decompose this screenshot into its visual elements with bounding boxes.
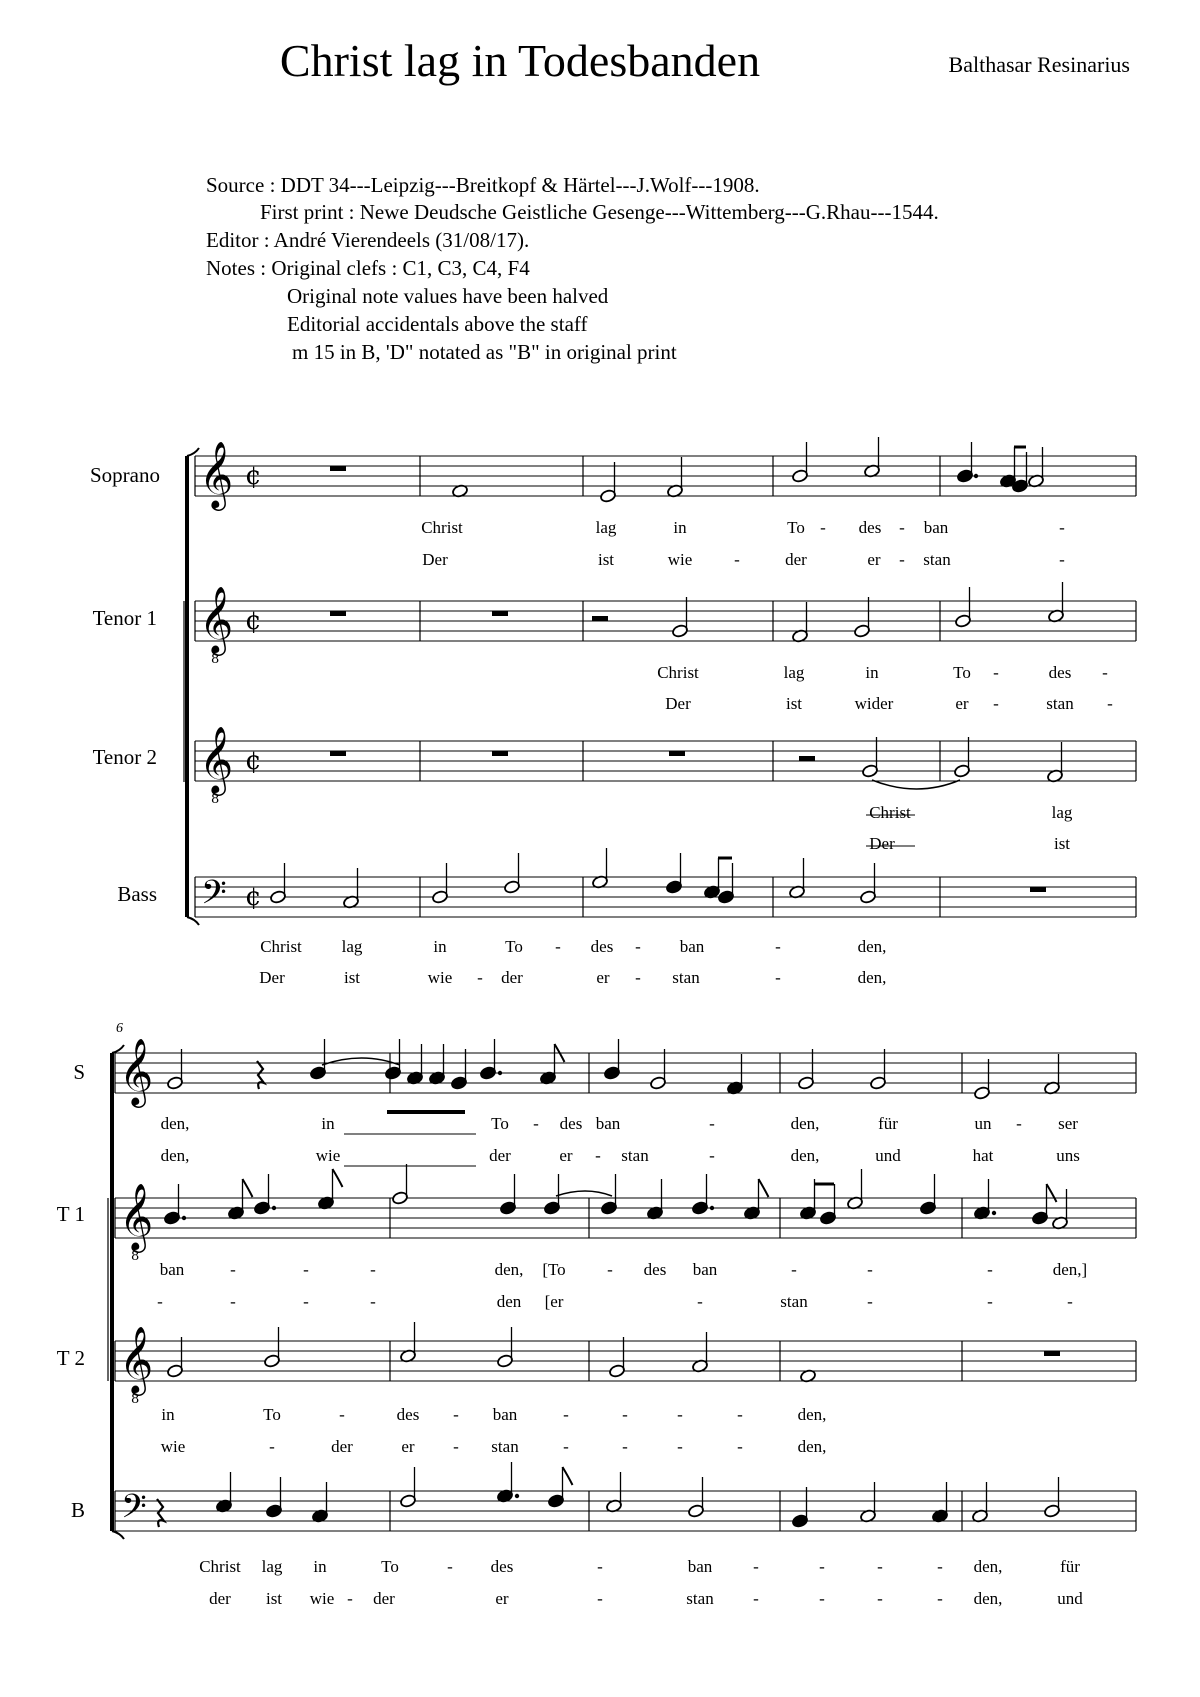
tenor2-lyric-v1: -	[339, 1405, 345, 1424]
bracket-bottom	[187, 917, 199, 925]
soprano-lyric-v1: ban	[595, 1114, 621, 1133]
tenor2-lyric-v2: den,	[797, 1437, 827, 1456]
tenor1-lyric-v1: -	[370, 1260, 376, 1279]
soprano-lyric-v1: in	[321, 1114, 335, 1133]
bass-lyric-v1: Christ	[260, 937, 302, 956]
tenor2-lyric-v1: in	[161, 1405, 175, 1424]
tenor2-lyric-v1: des	[396, 1405, 420, 1424]
whole-rest	[330, 751, 346, 756]
first-print-line: First print : Newe Deudsche Geistliche Gesenge---Wittemberg---G.Rhau---1544.	[260, 200, 939, 224]
tenor1-lyric-v1: -	[987, 1260, 993, 1279]
tenor1-lyric-v2: [er	[544, 1292, 564, 1311]
part-name-s: S	[73, 1060, 85, 1084]
composer-name: Balthasar Resinarius	[948, 52, 1130, 77]
part-name-tenor2: Tenor 2	[92, 745, 157, 769]
octave-marker: 8	[131, 1249, 140, 1264]
cut-time-icon: ¢	[245, 746, 262, 776]
tenor1-lyric-v1: -	[791, 1260, 797, 1279]
flag	[563, 1467, 573, 1485]
soprano-lyric-v2: der	[489, 1146, 511, 1165]
tenor1-lyric-v1: des	[1048, 663, 1072, 682]
bass-lyric-v2: ist	[265, 1589, 283, 1608]
bass-lyric-v1: -	[775, 937, 781, 956]
soprano-lyric-v1: des	[858, 518, 882, 537]
m15-note-line: m 15 in B, 'D" notated as "B" in original print	[292, 340, 677, 364]
tenor1-lyric-v1: in	[865, 663, 879, 682]
bass-lyric-v1: -	[753, 1557, 759, 1576]
soprano-lyric-v1: -	[709, 1114, 715, 1133]
flag	[243, 1179, 253, 1197]
dot	[498, 1071, 502, 1075]
source-line: Source : DDT 34---Leipzig---Breitkopf & Härtel---J.Wolf---1908.	[206, 173, 760, 197]
tenor1-lyric-v2: -	[867, 1292, 873, 1311]
soprano-lyric-v1: den,	[790, 1114, 820, 1133]
bass-clef-icon: 𝄢	[201, 874, 227, 920]
tenor1-lyric-v1: den,]	[1052, 1260, 1088, 1279]
soprano-lyric-v1: ban	[923, 518, 949, 537]
tenor2-lyric-v1: -	[622, 1405, 628, 1424]
tenor1-lyric-v2: -	[993, 694, 999, 713]
tenor1-lyric-v1: -	[303, 1260, 309, 1279]
accidentals-line: Editorial accidentals above the staff	[287, 312, 588, 336]
bass-lyric-v2: er	[596, 968, 610, 987]
part-name-t2: T 2	[56, 1346, 85, 1370]
tenor1-lyric-v2: ist	[785, 694, 803, 713]
tenor2-lyric-v1: -	[563, 1405, 569, 1424]
part-name-tenor1: Tenor 1	[92, 606, 157, 630]
whole-rest	[330, 611, 346, 616]
bass-lyric-v1: -	[555, 937, 561, 956]
tenor2-lyric-v2: stan	[491, 1437, 519, 1456]
soprano-lyric-v1: -	[1016, 1114, 1022, 1133]
note-values-line: Original note values have been halved	[287, 284, 609, 308]
dot	[992, 1211, 996, 1215]
whole-rest	[1030, 887, 1046, 892]
bass-lyric-v2: -	[635, 968, 641, 987]
tenor1-lyric-v2: Der	[665, 694, 691, 713]
soprano-lyric-v2: den,	[790, 1146, 820, 1165]
quarter-rest	[157, 1499, 164, 1527]
tenor1-lyric-v1: ban	[159, 1260, 185, 1279]
soprano-lyric-v2: -	[1059, 550, 1065, 569]
bass-lyric-v2: -	[753, 1589, 759, 1608]
bass-lyric-v1: Christ	[199, 1557, 241, 1576]
tenor1-lyric-v1: -	[1102, 663, 1108, 682]
soprano-lyric-v2: uns	[1056, 1146, 1080, 1165]
dot	[272, 1206, 276, 1210]
bass-lyric-v1: ban	[679, 937, 705, 956]
soprano-lyric-v2: Der	[422, 550, 448, 569]
whole-rest	[492, 611, 508, 616]
tenor1-lyric-v2: -	[303, 1292, 309, 1311]
cut-time-icon: ¢	[245, 606, 262, 636]
soprano-lyric-v1: des	[559, 1114, 583, 1133]
bass-lyric-v2: er	[495, 1589, 509, 1608]
bass-lyric-v1: -	[597, 1557, 603, 1576]
page-title: Christ lag in Todesbanden	[279, 35, 761, 86]
tenor1-lyric-v1: [To	[542, 1260, 566, 1279]
bass-lyric-v2: -	[775, 968, 781, 987]
half-rest	[592, 616, 608, 621]
tenor1-lyric-v1: To	[953, 663, 971, 682]
soprano-lyric-v2: -	[595, 1146, 601, 1165]
bass-lyric-v2: den,	[857, 968, 887, 987]
soprano-lyric-v1: Christ	[421, 518, 463, 537]
tenor1-lyric-v2: -	[1067, 1292, 1073, 1311]
tenor2-lyric-v2: -	[677, 1437, 683, 1456]
treble-clef-icon: 𝄞	[199, 585, 234, 653]
tenor2-lyric-v2: er	[401, 1437, 415, 1456]
whole-rest	[330, 466, 346, 471]
bass-lyric-v2: der	[501, 968, 523, 987]
bass-lyric-v2: -	[937, 1589, 943, 1608]
tenor2-lyric-v1: den,	[797, 1405, 827, 1424]
quarter-rest	[257, 1061, 264, 1089]
bass-lyric-v1: lag	[341, 937, 363, 956]
tenor2-lyric-v2: ist	[1053, 834, 1071, 853]
clefs-note-line: Notes : Original clefs : C1, C3, C4, F4	[206, 256, 530, 280]
tie	[556, 1191, 612, 1196]
tenor2-lyric-v2: -	[737, 1437, 743, 1456]
tenor1-lyric-v2: -	[157, 1292, 163, 1311]
bass-lyric-v1: -	[937, 1557, 943, 1576]
tenor1-lyric-v2: stan	[1046, 694, 1074, 713]
tenor2-lyric-v1: To	[263, 1405, 281, 1424]
bass-lyric-v1: in	[313, 1557, 327, 1576]
tenor2-lyric-v2: -	[269, 1437, 275, 1456]
flag	[333, 1169, 343, 1187]
bass-lyric-v2: stan	[686, 1589, 714, 1608]
bass-lyric-v1: To	[505, 937, 523, 956]
bass-lyric-v2: der	[373, 1589, 395, 1608]
dot	[515, 1494, 519, 1498]
tenor1-lyric-v2: er	[955, 694, 969, 713]
bass-lyric-v1: in	[433, 937, 447, 956]
measure-number: 6	[116, 1021, 123, 1036]
soprano-lyric-v2: -	[899, 550, 905, 569]
tenor1-lyric-v1: -	[993, 663, 999, 682]
treble-clef-icon: 𝄞	[119, 1325, 154, 1393]
bass-lyric-v2: den,	[973, 1589, 1003, 1608]
flag	[759, 1179, 769, 1197]
soprano-lyric-v2: wie	[667, 550, 693, 569]
bass-lyric-v2: der	[209, 1589, 231, 1608]
bass-lyric-v1: für	[1060, 1557, 1080, 1576]
bass-lyric-v1: den,	[973, 1557, 1003, 1576]
bass-lyric-v1: des	[490, 1557, 514, 1576]
tenor1-lyric-v1: lag	[783, 663, 805, 682]
tenor1-lyric-v2: stan	[780, 1292, 808, 1311]
soprano-lyric-v1: To	[787, 518, 805, 537]
bass-lyric-v2: ist	[343, 968, 361, 987]
flag	[1047, 1184, 1057, 1202]
treble-clef-icon: 𝄞	[119, 1037, 154, 1105]
tenor1-lyric-v1: Christ	[657, 663, 699, 682]
treble-clef-icon: 𝄞	[119, 1182, 154, 1250]
tenor1-lyric-v2: -	[230, 1292, 236, 1311]
soprano-lyric-v1: -	[899, 518, 905, 537]
bass-lyric-v1: lag	[261, 1557, 283, 1576]
soprano-lyric-v1: -	[1059, 518, 1065, 537]
editor-line: Editor : André Vierendeels (31/08/17).	[206, 228, 530, 252]
tenor1-lyric-v1: -	[867, 1260, 873, 1279]
bass-lyric-v1: -	[635, 937, 641, 956]
part-name-bass: Bass	[117, 882, 157, 906]
treble-clef-icon: 𝄞	[199, 440, 234, 508]
soprano-lyric-v2: hat	[972, 1146, 994, 1165]
bass-lyric-v2: wie	[427, 968, 453, 987]
bass-lyric-v2: -	[819, 1589, 825, 1608]
tenor1-lyric-v1: den,	[494, 1260, 524, 1279]
octave-marker: 8	[211, 792, 220, 807]
bass-lyric-v2: stan	[672, 968, 700, 987]
part-name-soprano: Soprano	[90, 463, 160, 487]
soprano-lyric-v2: wie	[315, 1146, 341, 1165]
soprano-lyric-v2: -	[709, 1146, 715, 1165]
tenor1-lyric-v2: -	[1107, 694, 1113, 713]
bass-lyric-v1: To	[381, 1557, 399, 1576]
tenor1-lyric-v1: -	[607, 1260, 613, 1279]
bass-lyric-v2: -	[477, 968, 483, 987]
soprano-lyric-v2: ist	[597, 550, 615, 569]
bass-lyric-v2: und	[1057, 1589, 1083, 1608]
whole-rest	[1044, 1351, 1060, 1356]
tenor1-lyric-v1: des	[643, 1260, 667, 1279]
bass-lyric-v1: des	[590, 937, 614, 956]
tenor1-lyric-v2: -	[987, 1292, 993, 1311]
bass-lyric-v1: den,	[857, 937, 887, 956]
whole-rest	[669, 751, 685, 756]
soprano-lyric-v2: er	[559, 1146, 573, 1165]
soprano-lyric-v1: in	[673, 518, 687, 537]
soprano-lyric-v2: den,	[160, 1146, 190, 1165]
tenor1-lyric-v2: wider	[854, 694, 894, 713]
soprano-lyric-v1: un	[974, 1114, 992, 1133]
bass-lyric-v2: Der	[259, 968, 285, 987]
bass-clef-icon: 𝄢	[121, 1488, 147, 1534]
bass-lyric-v1: -	[447, 1557, 453, 1576]
soprano-lyric-v2: stan	[923, 550, 951, 569]
tenor2-lyric-v2: -	[622, 1437, 628, 1456]
soprano-lyric-v2: der	[785, 550, 807, 569]
soprano-lyric-v2: er	[867, 550, 881, 569]
tenor1-lyric-v2: -	[370, 1292, 376, 1311]
soprano-lyric-v1: für	[878, 1114, 898, 1133]
half-rest	[799, 756, 815, 761]
tenor1-lyric-v2: -	[697, 1292, 703, 1311]
soprano-lyric-v1: -	[820, 518, 826, 537]
whole-rest	[492, 751, 508, 756]
tenor2-lyric-v2: wie	[160, 1437, 186, 1456]
soprano-lyric-v1: den,	[160, 1114, 190, 1133]
soprano-lyric-v1: -	[533, 1114, 539, 1133]
part-name-b: B	[70, 1498, 85, 1522]
tie	[322, 1058, 400, 1065]
bass-lyric-v2: -	[877, 1589, 883, 1608]
dot	[974, 474, 978, 478]
treble-clef-icon: 𝄞	[199, 725, 234, 793]
tenor2-lyric-v1: -	[677, 1405, 683, 1424]
tenor2-lyric-v1: Christ	[869, 803, 911, 822]
tenor2-lyric-v1: -	[737, 1405, 743, 1424]
soprano-lyric-v2: stan	[621, 1146, 649, 1165]
bass-lyric-v2: wie	[309, 1589, 335, 1608]
tenor2-lyric-v2: -	[453, 1437, 459, 1456]
cut-time-icon: ¢	[245, 461, 262, 491]
tenor2-lyric-v1: lag	[1051, 803, 1073, 822]
cut-time-icon: ¢	[245, 882, 262, 912]
tenor2-lyric-v1: ban	[492, 1405, 518, 1424]
tenor2-lyric-v2: Der	[869, 834, 895, 853]
soprano-lyric-v2: -	[734, 550, 740, 569]
octave-marker: 8	[211, 652, 220, 667]
soprano-lyric-v1: ser	[1058, 1114, 1078, 1133]
dot	[182, 1216, 186, 1220]
tenor2-lyric-v1: -	[453, 1405, 459, 1424]
dot	[710, 1206, 714, 1210]
bass-lyric-v1: ban	[687, 1557, 713, 1576]
bass-lyric-v2: -	[347, 1589, 353, 1608]
tenor1-lyric-v2: den	[496, 1292, 522, 1311]
part-name-t1: T 1	[56, 1202, 85, 1226]
bass-lyric-v1: -	[819, 1557, 825, 1576]
tenor1-lyric-v1: ban	[692, 1260, 718, 1279]
tenor2-lyric-v2: -	[563, 1437, 569, 1456]
bass-lyric-v1: -	[877, 1557, 883, 1576]
bracket-top	[187, 448, 199, 456]
bass-lyric-v2: -	[597, 1589, 603, 1608]
octave-marker: 8	[131, 1392, 140, 1407]
soprano-lyric-v2: und	[875, 1146, 901, 1165]
soprano-lyric-v1: To	[491, 1114, 509, 1133]
tenor1-lyric-v1: -	[230, 1260, 236, 1279]
tenor2-lyric-v2: der	[331, 1437, 353, 1456]
soprano-lyric-v1: lag	[595, 518, 617, 537]
